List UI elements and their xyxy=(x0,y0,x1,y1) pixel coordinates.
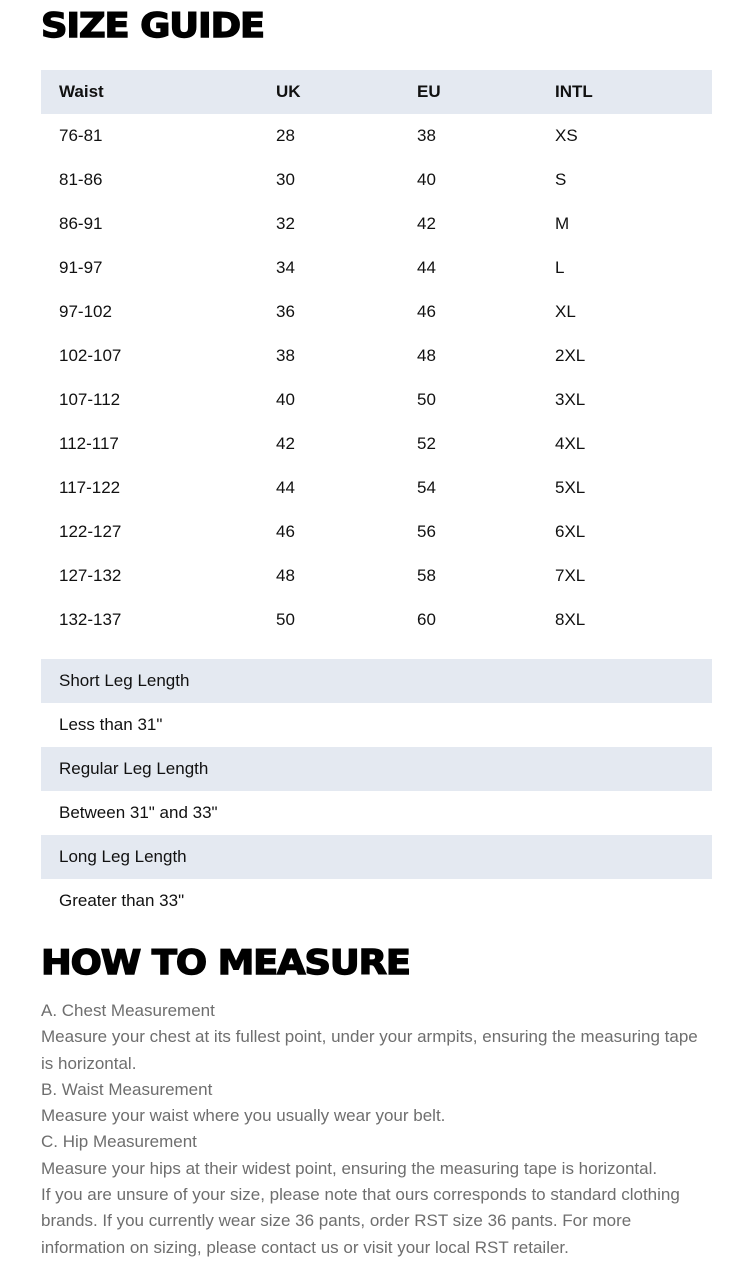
cell-uk: 50 xyxy=(276,610,295,629)
cell-eu: 38 xyxy=(417,126,436,145)
cell-eu: 60 xyxy=(417,610,436,629)
leg-length-label-row xyxy=(41,747,712,791)
table-row xyxy=(41,422,712,466)
leg-length-value-row xyxy=(41,791,712,835)
leg-length-table xyxy=(41,659,712,923)
cell-intl: 7XL xyxy=(555,566,586,585)
leg-length-label: Regular Leg Length xyxy=(59,759,209,778)
how-to-measure-text xyxy=(41,998,712,1261)
cell-waist: 97-102 xyxy=(59,302,112,321)
cell-intl: 8XL xyxy=(555,610,586,629)
waist-measurement-text: Measure your waist where you usually wear your belt. xyxy=(41,1106,446,1126)
cell-uk: 46 xyxy=(276,522,295,541)
chest-measurement-title: A. Chest Measurement xyxy=(41,1001,215,1020)
chest-measurement-text: Measure your chest at its fullest point, under your armpits, ensuring the measuring tape is horizontal. xyxy=(41,1027,698,1073)
cell-eu: 42 xyxy=(417,214,436,233)
cell-waist: 86-91 xyxy=(59,214,103,233)
cell-intl: 3XL xyxy=(555,390,586,409)
cell-uk: 32 xyxy=(276,214,295,233)
table-row xyxy=(41,598,712,642)
table-row xyxy=(41,114,712,158)
leg-length-label: Long Leg Length xyxy=(59,847,187,866)
cell-waist: 122-127 xyxy=(59,522,122,541)
col-header-waist: Waist xyxy=(59,82,104,101)
cell-uk: 48 xyxy=(276,566,295,585)
cell-intl: 4XL xyxy=(555,434,586,453)
cell-waist: 127-132 xyxy=(59,566,122,585)
cell-waist: 91-97 xyxy=(59,258,103,277)
cell-eu: 50 xyxy=(417,390,436,409)
waist-measurement-title: B. Waist Measurement xyxy=(41,1079,213,1099)
cell-waist: 112-117 xyxy=(59,434,119,453)
table-row xyxy=(41,158,712,202)
cell-intl: XS xyxy=(555,126,578,145)
hip-measurement-text: Measure your hips at their widest point, ensuring the measuring tape is horizontal. xyxy=(41,1158,658,1178)
cell-eu: 40 xyxy=(417,170,436,189)
table-row xyxy=(41,510,712,554)
cell-uk: 34 xyxy=(276,258,295,277)
hip-measurement-title: C. Hip Measurement xyxy=(41,1132,197,1152)
cell-uk: 40 xyxy=(276,390,295,409)
leg-length-body xyxy=(41,659,712,923)
cell-eu: 48 xyxy=(417,346,436,365)
cell-uk: 42 xyxy=(276,434,295,453)
col-header-uk: UK xyxy=(276,82,301,101)
table-row xyxy=(41,202,712,246)
leg-length-value-row xyxy=(41,879,712,923)
cell-intl: 6XL xyxy=(555,522,586,541)
table-row xyxy=(41,290,712,334)
cell-uk: 28 xyxy=(276,126,295,145)
leg-length-value-row xyxy=(41,703,712,747)
sizing-note: If you are unsure of your size, please note that ours corresponds to standard clothing brands. If you currently wear size 36 pants, order RST size 36 pants. For more information on sizing, please contact us or visit your local RST retailer. xyxy=(41,1185,680,1257)
cell-uk: 38 xyxy=(276,346,295,365)
cell-intl: L xyxy=(555,258,565,277)
size-table-body xyxy=(41,114,712,642)
cell-eu: 56 xyxy=(417,522,436,541)
cell-uk: 30 xyxy=(276,170,295,189)
col-header-eu: EU xyxy=(417,82,441,101)
leg-length-value: Less than 31" xyxy=(59,715,163,734)
cell-intl: S xyxy=(555,170,567,189)
cell-waist: 107-112 xyxy=(59,390,121,409)
size-table-header xyxy=(41,70,712,114)
size-guide-title: SIZE GUIDE xyxy=(41,6,264,46)
leg-length-value: Between 31" and 33" xyxy=(59,803,218,822)
leg-length-value: Greater than 33" xyxy=(59,891,185,910)
table-row xyxy=(41,334,712,378)
table-row xyxy=(41,466,712,510)
cell-waist: 102-107 xyxy=(59,346,122,365)
cell-waist: 132-137 xyxy=(59,610,122,629)
size-table xyxy=(41,70,712,642)
cell-eu: 58 xyxy=(417,566,436,585)
cell-intl: 2XL xyxy=(555,346,586,365)
leg-length-label: Short Leg Length xyxy=(59,671,190,690)
cell-uk: 36 xyxy=(276,302,295,321)
cell-intl: M xyxy=(555,214,570,233)
cell-eu: 52 xyxy=(417,434,436,453)
cell-eu: 44 xyxy=(417,258,436,277)
leg-length-label-row xyxy=(41,659,712,703)
cell-uk: 44 xyxy=(276,478,295,497)
col-header-intl: INTL xyxy=(555,82,593,101)
table-row xyxy=(41,554,712,598)
cell-waist: 117-122 xyxy=(59,478,121,497)
cell-intl: XL xyxy=(555,302,576,321)
table-row xyxy=(41,246,712,290)
how-to-measure-title: HOW TO MEASURE xyxy=(41,943,410,983)
cell-eu: 54 xyxy=(417,478,436,497)
cell-waist: 76-81 xyxy=(59,126,103,145)
cell-eu: 46 xyxy=(417,302,436,321)
leg-length-label-row xyxy=(41,835,712,879)
cell-intl: 5XL xyxy=(555,478,586,497)
cell-waist: 81-86 xyxy=(59,170,103,189)
table-row xyxy=(41,378,712,422)
